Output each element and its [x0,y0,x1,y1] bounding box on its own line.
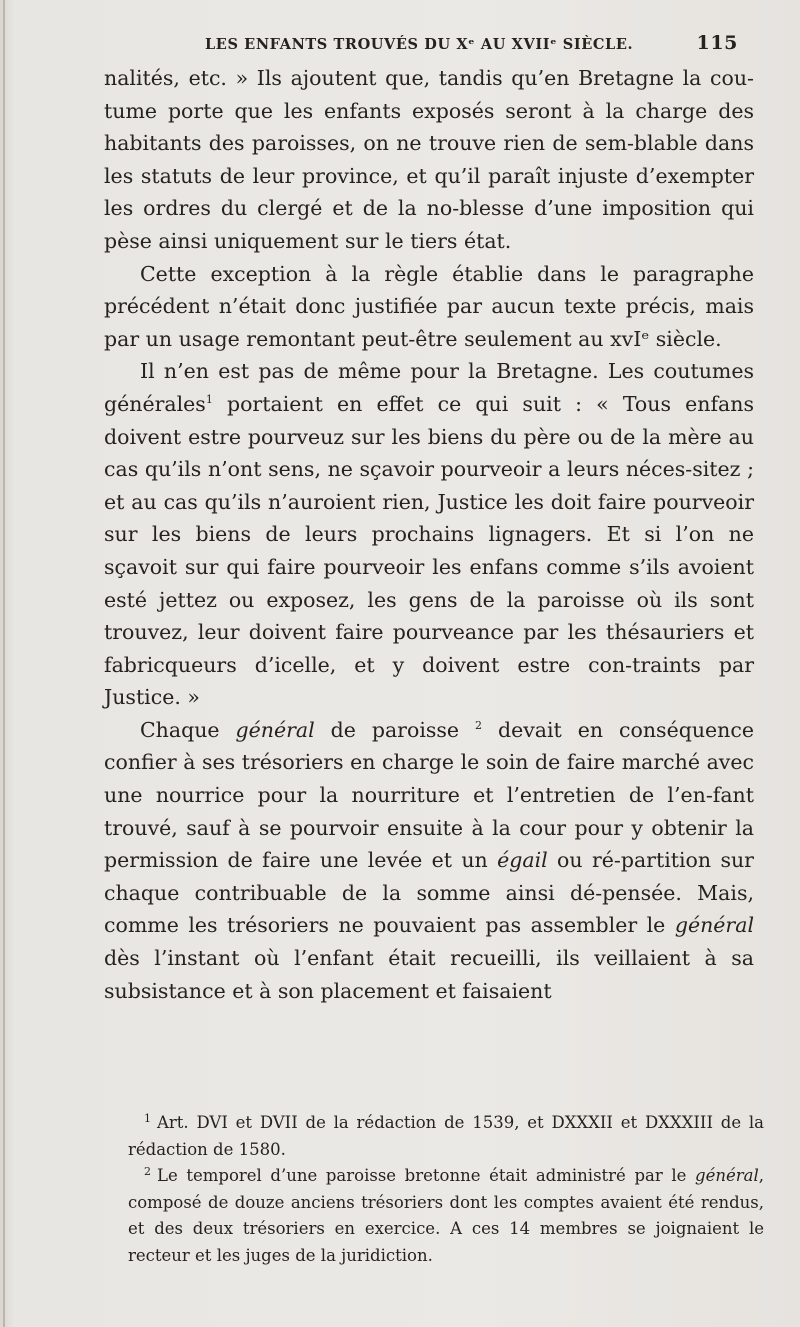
footnote-2 [128,1163,764,1269]
footnote-2-italic-general: général [695,1166,759,1185]
paragraph-2: Cette exception à la règle établie dans le paragraphe précédent n’était donc justifiée par aucun texte précis, mais par un usage remontant peut-être seulement au xvIᵉ siècle. [104,261,754,351]
footnote-2-mark: 2 [144,1165,151,1178]
footnote-1-text: Art. DVI et DVII de la rédaction de 1539, et DXXXII et DXXXIII de la rédaction de 1580. [128,1113,764,1159]
paragraph-4-text-a: Chaque [140,717,236,742]
page-number: 115 [696,32,738,54]
main-text [104,62,754,1007]
paragraph-3 [104,355,754,714]
footnote-1-mark: 1 [144,1112,151,1125]
italic-general-1: général [235,717,315,742]
footnote-1 [128,1110,764,1163]
page-binding-edge [3,0,5,1327]
page-header [205,34,738,58]
footnote-ref-2: 2 [475,718,482,732]
paragraph-4-text-e: dès l’instant où l’enfant était recueilli, ils veillaient à sa subsistance et à son placement et faisaient [104,946,754,1003]
paragraph-3-text-b: portaient en effet ce qui suit : « Tous enfans doivent estre pourveuz sur les biens du père ou de la mère au cas qu’ils n’ont sens, ne sçavoir pourveoir a leurs néces-sitez ; et au cas qu’ils n’auroient rien, Justice les doit faire pourveoir sur les biens de leurs prochains lignagers. Et si l’on ne sçavoit sur qui faire pourveoir les enfans comme s’ils avoient esté jettez ou exposez, les gens de la paroisse où ils sont trouvez, leur doivent faire pourveance par les thésauriers et fabricqueurs d’icelle, et y doivent estre con-traints par Justice. » [104,391,754,710]
running-title: LES ENFANTS TROUVÉS DU Xᵉ AU XVIIᵉ SIÈCLE. [205,36,634,53]
paragraph-4 [104,714,754,1007]
italic-general-2: général [674,913,754,938]
footnotes [128,1110,764,1269]
footnote-ref-1: 1 [205,392,213,406]
footnote-2-text-b: , composé de douze anciens trésoriers dont les comptes avaient été rendus, et des deux trésoriers en exercice. A ces 14 membres se joignaient le recteur et les juges de la juridiction. [128,1166,764,1265]
italic-egail: égail [497,848,548,873]
paragraph-3-text-a: Il n’en est pas de même pour la Bretagne. Les coutumes générales [104,359,754,416]
paragraph-4-text-c: devait en conséquence confier à ses trésoriers en charge le soin de faire marché avec une nourrice pour la nourriture et l’entretien de l’en-fant trouvé, sauf à se pourvoir ensuite à la cour pour y obtenir la permission de faire une levée et un [104,717,754,873]
footnote-2-text-a: Le temporel d’une paroisse bretonne était administré par le [157,1166,696,1185]
paragraph-1: nalités, etc. » Ils ajoutent que, tandis qu’en Bretagne la cou-tume porte que les enfants exposés seront à la charge des habitants des paroisses, on ne trouve rien de sem-blable dans les statuts de leur province, et qu’il paraît injuste d’exempter les ordres du clergé et de la no-blesse d’une imposition qui pèse ainsi uniquement sur le tiers état. [104,66,754,253]
paragraph-4-text-b: de paroisse [314,717,475,742]
paragraph-4-text-d: ou ré-partition sur chaque contribuable de la somme ainsi dé-pensée. Mais, comme les trésoriers ne pouvaient pas assembler le [104,848,754,938]
